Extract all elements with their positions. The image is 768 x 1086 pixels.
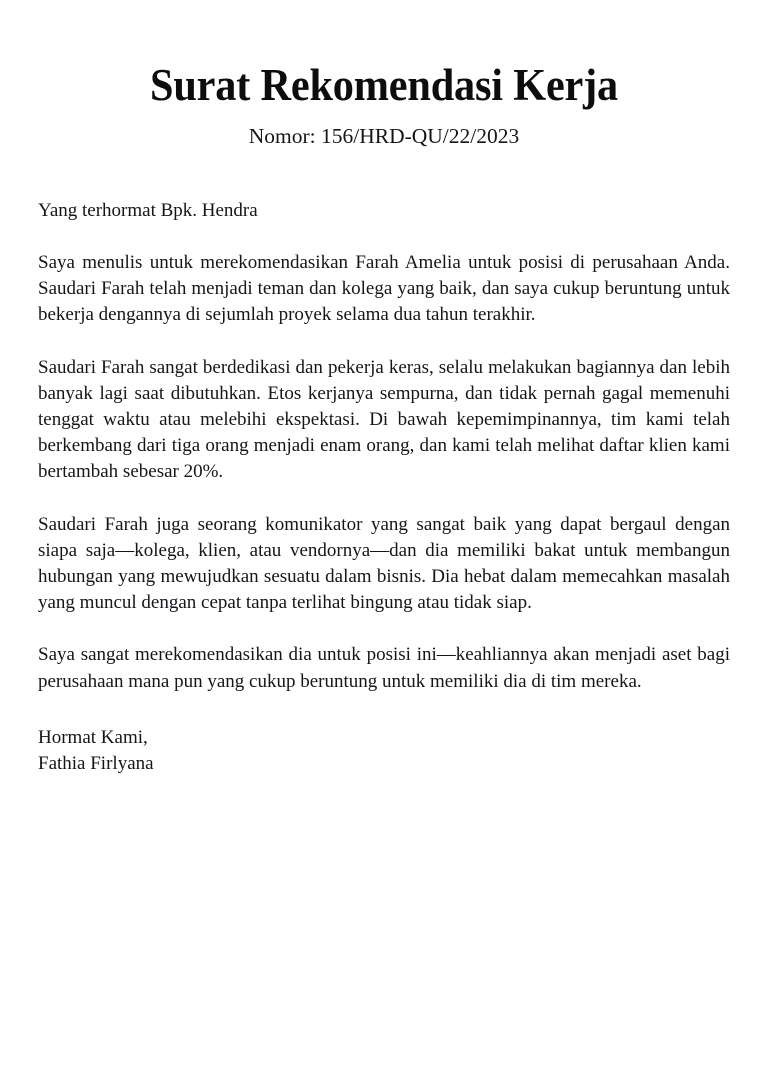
page-title: Surat Rekomendasi Kerja [149, 60, 619, 110]
document-content [38, 0, 730, 777]
body-paragraph: Saya sangat merekomendasikan dia untuk posisi ini—keahliannya akan menjadi aset bagi perusahaan mana pun yang cukup beruntung untuk memiliki dia di tim mereka. [38, 644, 730, 692]
document-heading [38, 0, 730, 150]
signer-name: Fathia Firlyana [38, 752, 154, 774]
valediction: Hormat Kami, [38, 726, 148, 748]
body-paragraph: Saya menulis untuk merekomendasikan Farah Amelia untuk posisi di perusahaan Anda. Saudari Farah telah menjadi teman dan kolega yang baik, dan saya cukup beruntung untuk bekerja dengannya di sejumlah proyek selama dua tahun terakhir. [38, 252, 730, 326]
document-number: Nomor: 156/HRD-QU/22/2023 [248, 124, 520, 149]
body-paragraph: Saudari Farah juga seorang komunikator yang sangat baik yang dapat bergaul dengan siapa saja—kolega, klien, atau vendornya—dan dia memiliki bakat untuk membangun hubungan yang mewujudkan sesuatu dalam bisnis. Dia hebat dalam memecahkan masalah yang muncul dengan cepat tanpa terlihat bingung atau tidak siap. [38, 513, 730, 614]
body-paragraph: Saudari Farah sangat berdedikasi dan pekerja keras, selalu melakukan bagiannya dan lebih banyak lagi saat dibutuhkan. Etos kerjanya sempurna, dan tidak pernah gagal memenuhi tenggat waktu atau melebihi ekspektasi. Di bawah kepemimpinannya, tim kami telah berkembang dari tiga orang menjadi enam orang, dan kami telah melihat daftar klien kami bertambah sebesar 20%. [38, 356, 730, 483]
salutation: Yang terhormat Bpk. Hendra [38, 200, 258, 222]
letter-body [38, 150, 730, 777]
closing-block [38, 695, 730, 777]
